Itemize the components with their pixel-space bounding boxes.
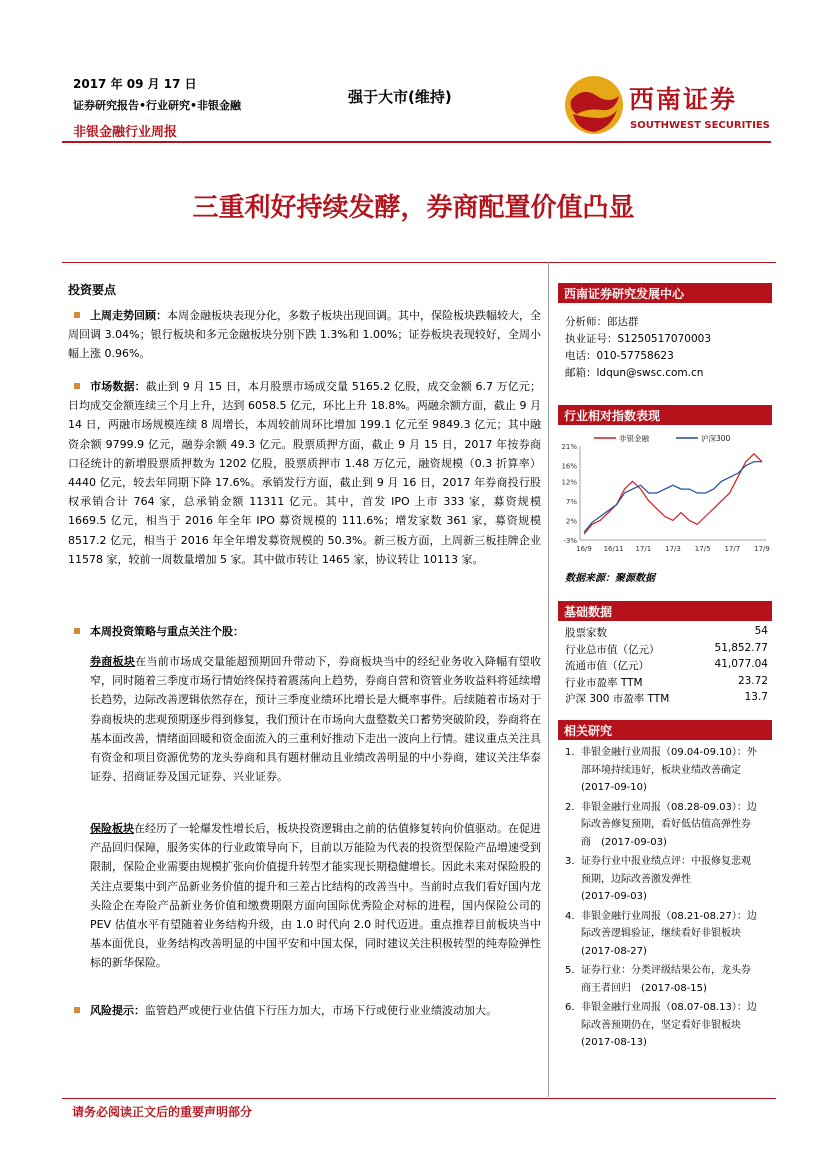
- chart-series-line-hs300: [584, 462, 762, 533]
- related-research-item[interactable]: [565, 853, 771, 906]
- market-data-bullet: 市场数据：截止到 9 月 15 日，本月股票市场成交量 5165.2 亿股，成交金额 6.7 万亿元；日均成交金额连续三个月上升，达到 6058.5 亿元，环比上升 18.8%。两融余额方面，截止 9 月 14 日，两融市场规模连续 8 周增长，本周较前周环比增加 199.1 亿元至 9849.3 亿元；其中融资余额 9799.9 亿元，融券余额 49.3 亿元。股票质押方面，截止 9 月 15 日，2017 年按券商口径统计的新增股票质押数为 1202 亿股，股票质押市 1.48 万亿元，融资规模（0.3 折算率）4440 亿元，较去年同期下降 17.6%。承销发行方面，截止到 9 月 16 日，2017 年券商投行股权承销合计 764 家，总承销金额 11311 亿元。其中，首发 IPO 上市 333 家，募资规模 1669.5 亿元，相当于 2016 年全年 IPO 募资规模的 111.6%；增发家数 361 家，募资规模 8517.2 亿元，相当于 2016 年全年增发募资规模的 50.3%。新三板方面，上周新三板挂牌企业 11578 家，较前一周数量增加 5 家。其中做市转让 1465 家，协议转让 10113 家。: [68, 380, 542, 566]
- report-type: 证券研究报告•行业研究•非银金融: [73, 99, 242, 112]
- related-research-item[interactable]: [565, 744, 771, 797]
- relative-index-chart: [558, 428, 772, 566]
- company-logo: [563, 74, 773, 136]
- chart-series-line-sector: [584, 454, 762, 534]
- basic-data-value: 51,852.77: [714, 641, 768, 654]
- research-center-header: 西南证券研究发展中心: [558, 283, 772, 303]
- related-item-text: 非银金融行业周报（08.21-08.27）：边: [581, 910, 757, 922]
- disclaimer-note: 请务必阅读正文后的重要声明部分: [72, 1105, 253, 1119]
- chart-x-tick-label: 16/9: [576, 545, 592, 553]
- related-item-text: (2017-09-03): [581, 891, 647, 902]
- weekly-review-bullet: 上周走势回顾：本周金融板块表现分化，多数子板块出现回调。其中，保险板块跌幅较大，全周回调 3.04%；银行板块和多元金融板块分别下跌 1.3%和 1.00%；证券板块表现较好，全周小幅上涨 0.96%。: [68, 309, 541, 361]
- title-divider: [62, 262, 776, 263]
- bullet-icon: [74, 628, 80, 634]
- report-series: 非银金融行业周报: [73, 125, 178, 140]
- related-item-number: 2.: [565, 801, 575, 813]
- chart-header: 行业相对指数表现: [558, 405, 772, 425]
- report-title: 三重利好持续发酵，券商配置价值凸显: [192, 193, 635, 223]
- related-research-item[interactable]: [565, 799, 771, 852]
- related-item-text: 际改善修复预期，看好低估值高弹性券: [581, 819, 751, 830]
- basic-data-value: 13.7: [744, 691, 768, 703]
- basic-data-row: [565, 691, 768, 706]
- footer-divider: [62, 1098, 776, 1099]
- basic-data-label: 流通市值（亿元）: [565, 660, 649, 672]
- chart-x-tick-label: 16/11: [603, 545, 624, 553]
- chart-x-tick-label: 17/5: [694, 545, 711, 553]
- bullet-icon: [74, 383, 80, 389]
- bullet-icon: [74, 312, 80, 318]
- logo-en-text: SOUTHWEST SECURITIES: [630, 120, 770, 131]
- chart-x-tick-label: 17/7: [724, 545, 741, 553]
- analyst-name: 分析师：郎达群: [565, 316, 639, 328]
- analyst-license: 执业证号：S1250517070003: [565, 333, 712, 345]
- chart-y-tick-label: 12%: [561, 478, 577, 487]
- basic-data-row: [565, 675, 768, 690]
- related-research-item[interactable]: [565, 999, 771, 1052]
- related-item-text: 证券行业：分类评级结果公布，龙头券: [581, 965, 751, 976]
- basic-data-label: 沪深 300 市盈率 TTM: [565, 693, 670, 705]
- chart-x-tick-label: 17/1: [635, 545, 652, 553]
- related-item-number: 6.: [565, 1002, 575, 1013]
- risk-bullet: 风险提示：监管趋严或使行业估值下行压力加大，市场下行或使行业业绩波动加大。: [68, 1001, 541, 1020]
- basic-data-row: [565, 625, 768, 640]
- basic-data-label: 行业市盈率 TTM: [565, 676, 643, 689]
- related-item-number: 5.: [565, 965, 575, 976]
- chart-y-tick-label: 16%: [561, 462, 577, 471]
- bullet-icon: [74, 1007, 80, 1013]
- industry-rating: 强于大市(维持): [348, 88, 452, 106]
- related-item-text: 预期，边际改善激发弹性: [581, 873, 691, 885]
- basic-data-value: 41,077.04: [714, 658, 768, 670]
- related-item-text: 商王者回归 (2017-08-15): [581, 982, 707, 994]
- chart-y-tick-label: 21%: [561, 443, 577, 451]
- basic-data-label: 行业总市值（亿元）: [565, 643, 660, 656]
- broker-paragraph: 券商板块在当前市场成交量能超预期回升带动下，券商板块当中的经纪业务收入降幅有望收窄，同时随着三季度市场行情始终保持着震荡向上趋势，券商自营和资管业务收益料将延续增长趋势，边际改善逻辑依然存在，预计三季度业绩环比增长是大概率事件。后续随着市场对于券商板块的悲观预期逐步得到修复，我们预计在市场向大盘整数关口蓄势突破阶段，券商将在基本面改善，情绪面回暖和资金面流入的三重利好推动下走出一波向上行情。建议重点关注具有资金和项目资源优势的龙头券商和具有题材催动且业绩改善明显的中小券商，建议关注华泰证券、招商证券及国元证券、兴业证券。: [90, 655, 542, 784]
- column-divider: [548, 262, 549, 1097]
- report-date: 2017 年 09 月 17 日: [73, 77, 197, 91]
- related-item-text: 际改善逻辑验证，继续看好非银板块: [581, 928, 741, 939]
- analyst-email[interactable]: 邮箱：ldqun@swsc.com.cn: [565, 367, 704, 379]
- chart-x-tick-label: 17/9: [754, 545, 770, 553]
- related-research-list: [565, 744, 771, 1054]
- basic-data-row: [565, 642, 768, 657]
- related-item-text: 际改善预期仍在，坚定看好非银板块: [581, 1019, 741, 1031]
- data-source-note: 数据来源：聚源数据: [565, 573, 655, 584]
- chart-y-tick-label: 2%: [565, 517, 577, 526]
- insurance-paragraph: 保险板块在经历了一轮爆发性增长后，板块投资逻辑由之前的估值修复转向价值驱动。在促进产品回归保障，服务实体的行业政策导向下，目前以万能险为代表的投资型保险产品增速受到限制，保险企业需要由规模扩张向价值提升转型才能实现长期稳健增长。因此未来对保险股的关注点要集中到产品新业务价值的提升和三差占比结构的改善当中。当前时点我们看好国内龙头险企在寿险产品新业务价值和缴费期限方面向国际优秀险企对标的进程，国内保险公司的 PEV 估值水平有望随着业务结构升级，由 1.0 时代向 2.0 时代迈进。重点推荐目前板块当中基本面优良，业务结构改善明显的中国平安和中国太保，同时建议关注积极转型的纯寿险弹性标的新华保险。: [90, 822, 541, 970]
- related-item-text: 商 (2017-09-03): [581, 836, 667, 848]
- header-divider: [62, 141, 771, 143]
- chart-x-tick-label: 17/3: [665, 545, 681, 553]
- chart-legend-label: 沪深300: [701, 434, 731, 443]
- basic-data-header: 基础数据: [558, 601, 772, 621]
- key-points-heading: 投资要点: [68, 283, 117, 297]
- chart-legend-label: 非银金融: [619, 434, 649, 443]
- related-item-text: 非银金融行业周报（09.04-09.10）：外: [581, 747, 757, 758]
- related-research-item[interactable]: [565, 962, 771, 997]
- related-research-header: 相关研究: [558, 720, 772, 740]
- related-item-text: 非银金融行业周报（08.07-08.13）：边: [581, 1002, 757, 1013]
- related-item-text: 证券行业中报业绩点评：中报修复悲观: [581, 856, 751, 867]
- related-item-text: (2017-08-27): [581, 945, 647, 957]
- related-item-number: 4.: [565, 910, 575, 922]
- logo-mark-icon: [563, 74, 625, 136]
- related-research-item[interactable]: [565, 908, 771, 961]
- analyst-phone: 电话：010-57758623: [565, 350, 674, 362]
- related-item-text: (2017-09-10): [581, 782, 647, 793]
- related-item-text: 部环境持续违好，板块业绩改善确定: [581, 764, 741, 776]
- basic-data-value: 54: [754, 625, 768, 637]
- chart-y-tick-label: 7%: [565, 497, 577, 506]
- analyst-info: [565, 314, 711, 382]
- strategy-bullet: 本周投资策略与重点关注个股：: [68, 622, 541, 641]
- related-item-text: 非银金融行业周报（08.28-09.03）：边: [581, 801, 757, 813]
- basic-data-label: 股票家数: [565, 627, 607, 639]
- related-item-number: 1.: [565, 747, 575, 758]
- logo-cn-text: 西南证券: [629, 85, 738, 114]
- basic-data-value: 23.72: [737, 674, 768, 687]
- basic-data-row: [565, 658, 768, 673]
- chart-y-tick-label: -3%: [563, 537, 577, 545]
- related-item-text: (2017-08-13): [581, 1037, 647, 1048]
- related-item-number: 3.: [565, 856, 575, 867]
